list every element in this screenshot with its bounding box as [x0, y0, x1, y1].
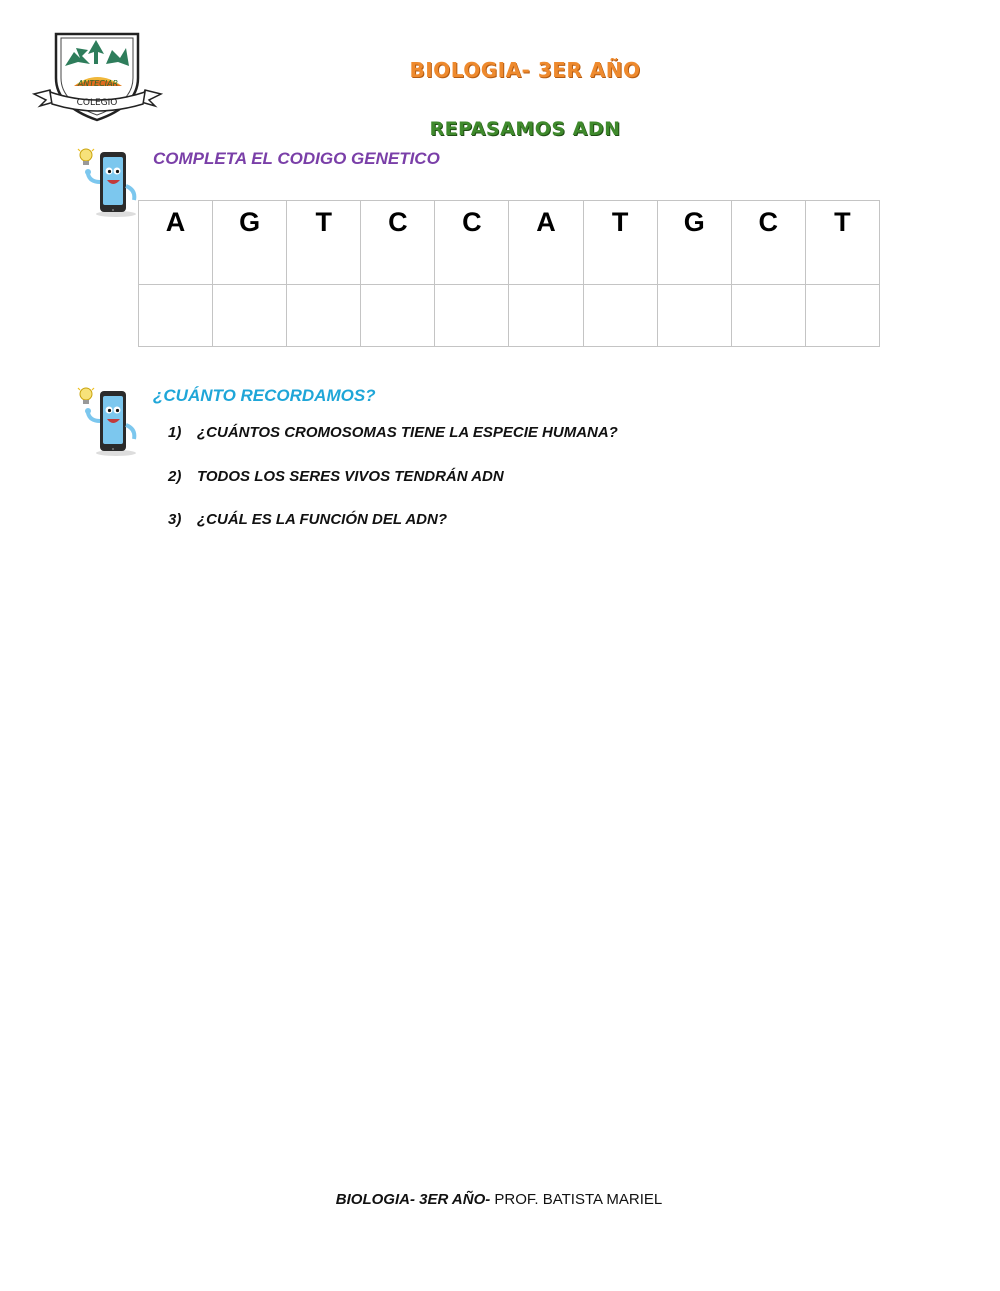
page-subtitle: REPASAMOS ADN: [429, 118, 621, 140]
answer-cell[interactable]: [657, 285, 731, 347]
answer-cell[interactable]: [509, 285, 583, 347]
answer-cell[interactable]: [805, 285, 879, 347]
answer-cell[interactable]: [583, 285, 657, 347]
logo-banner-text: COLEGIO: [76, 98, 118, 108]
question-text: TODOS LOS SERES VIVOS TENDRÁN ADN: [197, 467, 504, 485]
base-cell: C: [361, 201, 435, 285]
base-cell: G: [657, 201, 731, 285]
question-item: [168, 511, 618, 555]
logo-arc-text: ANTECIAR: [77, 79, 119, 88]
section-heading-review: ¿CUÁNTO RECORDAMOS?: [153, 386, 376, 405]
answer-cell[interactable]: [731, 285, 805, 347]
base-cell: T: [583, 201, 657, 285]
question-text: ¿CUÁNTOS CROMOSOMAS TIENE LA ESPECIE HUMANA?: [197, 424, 618, 441]
page-title: BIOLOGIA- 3ER AÑO: [409, 58, 641, 82]
question-number: 2): [168, 467, 182, 485]
answer-cell[interactable]: [213, 285, 287, 347]
answer-strand-row: [139, 285, 880, 347]
base-cell: T: [287, 201, 361, 285]
page-footer: [0, 1191, 998, 1208]
question-list: [168, 424, 618, 555]
footer-teacher: PROF. BATISTA MARIEL: [490, 1191, 663, 1208]
given-strand-row: [139, 201, 880, 285]
question-number: 3): [168, 511, 182, 528]
base-cell: G: [213, 201, 287, 285]
answer-cell[interactable]: [361, 285, 435, 347]
question-item: [168, 424, 618, 468]
base-cell: C: [435, 201, 509, 285]
base-cell: T: [805, 201, 879, 285]
dna-sequence-table: [138, 200, 880, 347]
base-cell: A: [139, 201, 213, 285]
answer-cell[interactable]: [435, 285, 509, 347]
phone-mascot-icon: [74, 385, 140, 457]
section-heading-complete-code: COMPLETA EL CODIGO GENETICO: [153, 149, 440, 168]
answer-cell[interactable]: [139, 285, 213, 347]
footer-course: BIOLOGIA- 3ER AÑO-: [335, 1191, 491, 1208]
question-item: [168, 468, 618, 512]
phone-mascot-icon: [74, 146, 140, 218]
base-cell: C: [731, 201, 805, 285]
base-cell: A: [509, 201, 583, 285]
question-text: ¿CUÁL ES LA FUNCIÓN DEL ADN?: [197, 511, 447, 528]
answer-cell[interactable]: [287, 285, 361, 347]
question-number: 1): [168, 424, 182, 441]
